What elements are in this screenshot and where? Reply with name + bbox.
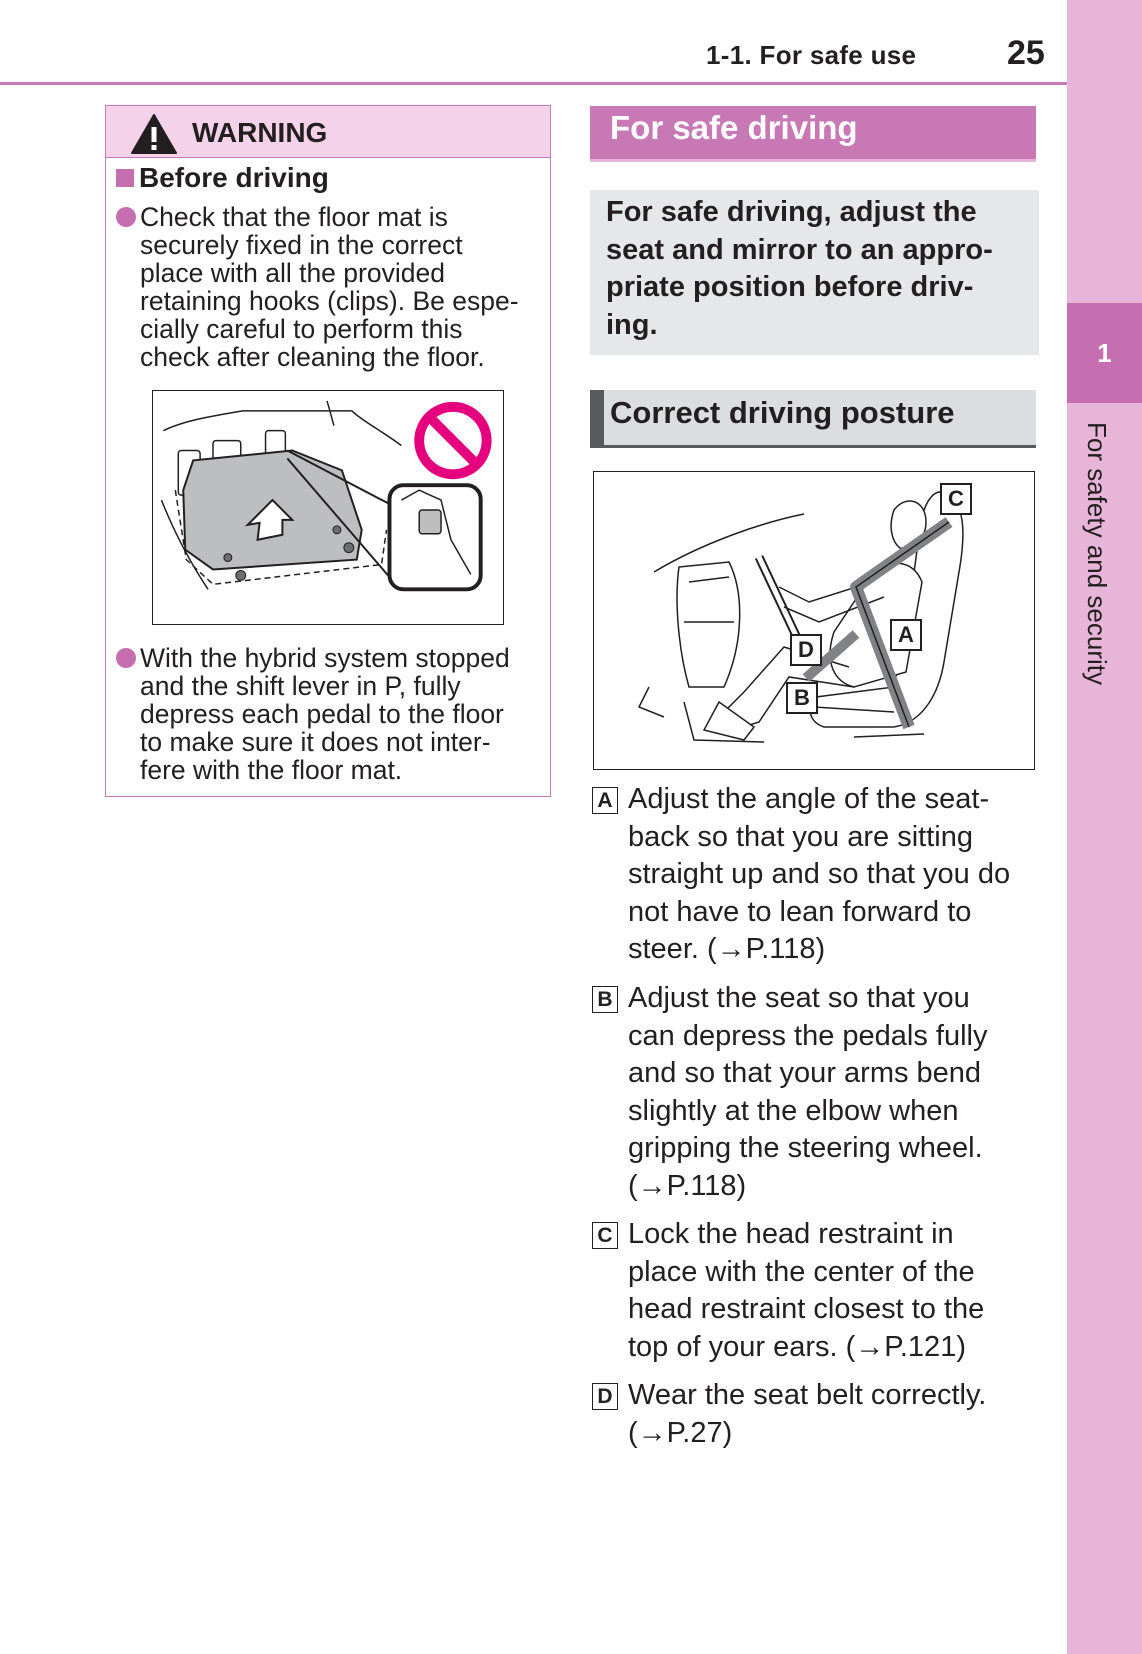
item-label: C	[592, 1222, 618, 1249]
subheading: Correct driving posture	[590, 390, 1036, 448]
posture-item-c	[592, 1216, 1023, 1366]
section-title: 1-1. For safe use	[706, 40, 917, 70]
text-line: Check that the floor mat is	[140, 202, 448, 232]
floor-mat-illustration	[152, 390, 504, 625]
warning-header	[106, 106, 550, 158]
text-line: priate position before driv-	[606, 271, 974, 303]
text-line: With the hybrid system stopped	[140, 643, 510, 673]
chapter-side-tab	[1067, 0, 1142, 1654]
callout-c: C	[940, 483, 972, 515]
text-line: top of your ears. (→P.121)	[628, 1330, 966, 1363]
text-line: Lock the head restraint in	[628, 1218, 954, 1250]
text-line: not have to lean forward to	[628, 895, 972, 928]
text-line: place with the center of the	[628, 1255, 975, 1288]
text-line: Adjust the angle of the seat-	[628, 783, 990, 815]
warning-triangle-icon	[130, 113, 178, 155]
posture-item-d	[592, 1377, 1023, 1452]
item-label: B	[592, 986, 618, 1013]
item-label: A	[592, 787, 618, 814]
text-line: ing.	[606, 308, 658, 341]
text-line: retaining hooks (clips). Be espe-	[140, 286, 519, 316]
text-line: slightly at the elbow when	[628, 1094, 959, 1127]
text-line: seat and mirror to an appro-	[606, 233, 993, 266]
warning-bullet	[116, 203, 540, 371]
text-line: (→P.27)	[628, 1416, 733, 1449]
text-line: Wear the seat belt correctly.	[628, 1379, 987, 1411]
intro-box	[590, 190, 1039, 355]
text-line: can depress the pedals fully	[628, 1019, 988, 1052]
text-line: head restraint closest to the	[628, 1293, 985, 1325]
square-bullet-icon	[116, 169, 134, 187]
text-line: straight up and so that you do	[628, 858, 1011, 890]
chapter-title: For safety and security	[1082, 422, 1112, 685]
posture-item-b	[592, 980, 1023, 1205]
text-line: and so that your arms bend	[628, 1057, 982, 1089]
header-divider	[0, 82, 1067, 85]
text-line: fere with the floor mat.	[140, 755, 403, 785]
warning-box	[105, 105, 551, 797]
text-line: steer. (→P.118)	[628, 933, 826, 965]
text-line: gripping the steering wheel.	[628, 1132, 983, 1164]
driving-posture-illustration	[593, 471, 1035, 770]
bullet-dot-icon	[116, 648, 136, 668]
warning-subheading-text: Before driving	[139, 162, 329, 193]
text-line: back so that you are sitting	[628, 820, 973, 853]
callout-a: A	[890, 619, 922, 651]
warning-subheading	[116, 162, 329, 194]
warning-label: WARNING	[192, 117, 328, 148]
text-line: Adjust the seat so that you	[628, 982, 970, 1014]
item-label: D	[592, 1383, 618, 1410]
page-number: 25	[1007, 34, 1045, 72]
bullet-dot-icon	[116, 207, 136, 227]
posture-item-a	[592, 781, 1023, 969]
text-line: to make sure it does not inter-	[140, 727, 491, 757]
chapter-number: 1	[1067, 303, 1142, 403]
callout-d: D	[790, 634, 822, 666]
text-line: For safe driving, adjust the	[606, 196, 977, 228]
text-line: and the shift lever in P, fully	[140, 671, 461, 701]
callout-b: B	[786, 682, 818, 714]
text-line: depress each pedal to the floor	[140, 699, 504, 729]
text-line: cially careful to perform this	[140, 314, 463, 344]
text-line: check after cleaning the floor.	[140, 342, 485, 372]
driver-seat-drawing	[594, 472, 1033, 768]
warning-bullet	[116, 644, 540, 784]
text-line: securely fixed in the correct	[140, 230, 463, 260]
text-line: (→P.118)	[628, 1169, 747, 1202]
text-line: place with all the provided	[140, 258, 445, 288]
section-heading: For safe driving	[590, 106, 1036, 162]
